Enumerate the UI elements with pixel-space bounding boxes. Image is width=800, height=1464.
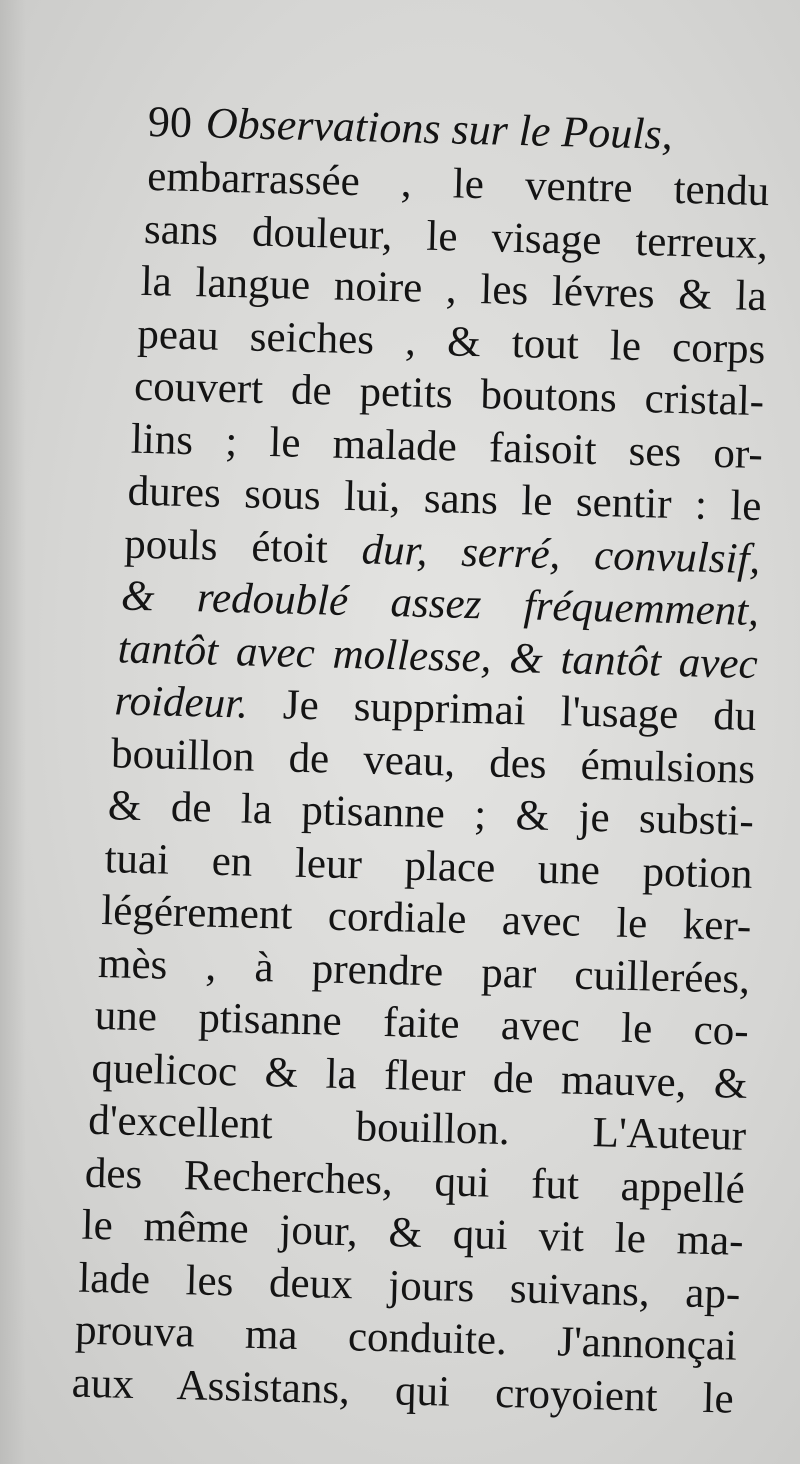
running-title: Observations sur le Pouls,: [205, 98, 674, 159]
text-segment: la langue noire , les lévres & la: [140, 257, 768, 321]
text-segment: pouls étoit: [123, 520, 363, 573]
text-segment: lins ; le malade faisoit ses or-: [130, 415, 764, 478]
text-segment: une ptisanne faite avec le co-: [94, 991, 750, 1055]
italic-text-segment: dur, serré, convulsif,: [361, 525, 761, 583]
text-segment: aux Assistans, qui croyoient le: [71, 1358, 735, 1423]
italic-text-segment: tantôt avec mollesse, & tantôt avec: [117, 624, 759, 688]
text-segment: d'excellent bouillon. L'Auteur: [87, 1096, 747, 1160]
page-number: 90: [147, 97, 193, 148]
text-segment: couvert de petits boutons cristal-: [133, 362, 765, 426]
text-segment: mès , à prendre par cuillerées,: [97, 939, 751, 1003]
text-segment: le même jour, & qui vit le ma-: [81, 1201, 745, 1265]
page-gutter-shadow: [0, 0, 26, 1464]
text-segment: sans douleur, le visage terreux,: [143, 205, 769, 268]
text-segment: bouillon de veau, des émulsions: [110, 729, 756, 793]
italic-text-segment: roideur.: [113, 677, 249, 728]
text-segment: prouva ma conduite. J'annonçai: [74, 1306, 738, 1370]
text-segment: & de la ptisanne ; & je substi-: [107, 782, 755, 845]
text-segment: quelicoc & la fleur de mauve, &: [90, 1044, 748, 1108]
text-segment: tuai en leur place une potion: [104, 834, 754, 898]
text-segment: des Recherches, qui fut appellé: [84, 1149, 746, 1213]
text-segment: lade les deux jours suivans, ap-: [77, 1254, 741, 1318]
text-segment: embarrassée , le ventre tendu: [146, 152, 770, 216]
text-segment: peau seiches , & tout le corps: [136, 310, 766, 373]
body-text: [71, 150, 778, 1426]
text-segment: Je supprimai l'usage du: [247, 680, 757, 741]
text-segment: légérement cordiale avec le ker-: [100, 887, 752, 950]
text-segment: dures sous lui, sans le sentir : le: [127, 467, 763, 531]
italic-text-segment: & redoublé assez fréquemment,: [120, 572, 760, 636]
